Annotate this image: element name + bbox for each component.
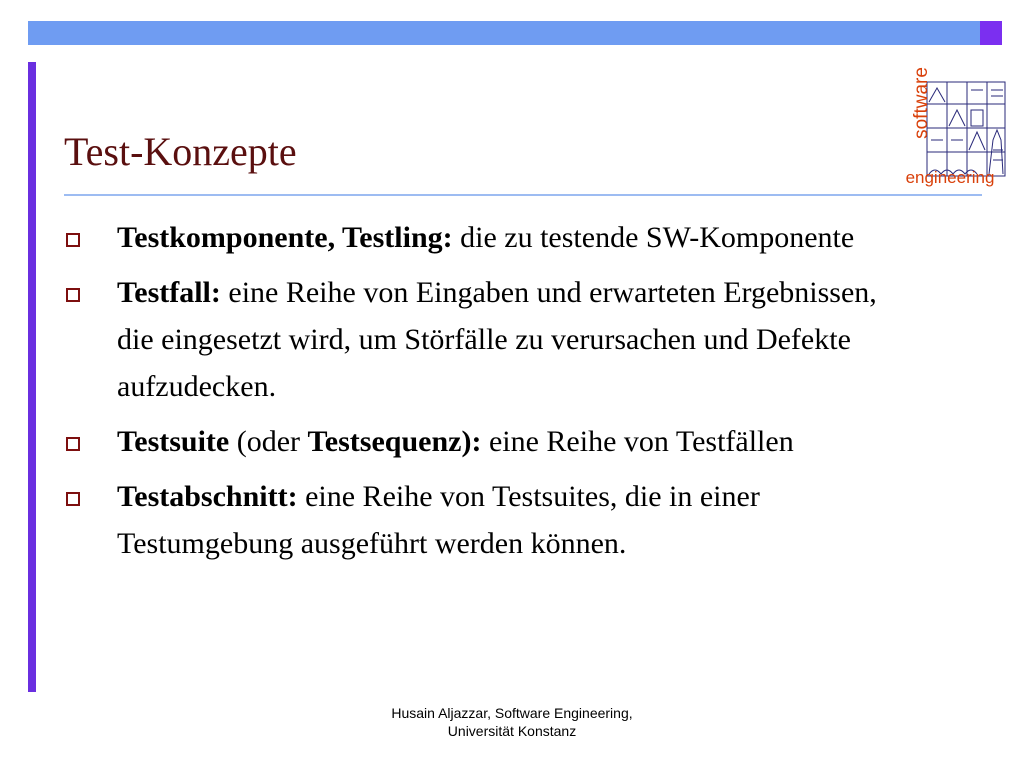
logo-text-software: software [911, 67, 932, 139]
footer-line-2: Universität Konstanz [447, 723, 577, 739]
bullet-text: eine Reihe von Testfällen [481, 425, 794, 458]
square-bullet-icon [66, 233, 80, 247]
bullet-term: Testabschnitt: [117, 480, 298, 513]
slide-title: Test-Konzepte [64, 129, 297, 174]
bullet-term: Testsuite [117, 425, 230, 458]
square-bullet-icon [66, 288, 80, 302]
bullet-item [66, 269, 896, 410]
bullet-term-secondary: Testsequenz [307, 425, 462, 458]
bullet-text: eine Reihe von Testsuites, die in einer Testumgebung ausgeführt werden können. [117, 480, 760, 560]
bullet-term: Testfall: [117, 276, 221, 309]
bullet-text: die zu testende SW-Komponente [452, 221, 855, 254]
bullet-list [66, 214, 896, 575]
bullet-item [66, 418, 896, 465]
bullet-item [66, 214, 896, 261]
footer-line-1: Husain Aljazzar, Software Engineering, [391, 705, 633, 721]
bullet-term: Testkomponente, Testling: [117, 221, 453, 254]
bullet-item [66, 473, 896, 567]
title-underline [64, 194, 982, 196]
square-bullet-icon [66, 437, 80, 451]
bullet-text: eine Reihe von Eingaben und erwarteten Ergebnissen, die eingesetzt wird, um Störfälle zu verursachen und Defekte aufzudecken. [117, 276, 877, 403]
square-bullet-icon [66, 492, 80, 506]
slide-footer [312, 704, 712, 740]
header-bar [28, 21, 980, 45]
bullet-text-mid2: ): [461, 425, 482, 458]
logo-text-engineering: engineering [905, 168, 995, 187]
left-accent-bar [28, 62, 36, 692]
bullet-text-mid: (oder [229, 425, 308, 458]
header-corner-square [980, 21, 1002, 45]
